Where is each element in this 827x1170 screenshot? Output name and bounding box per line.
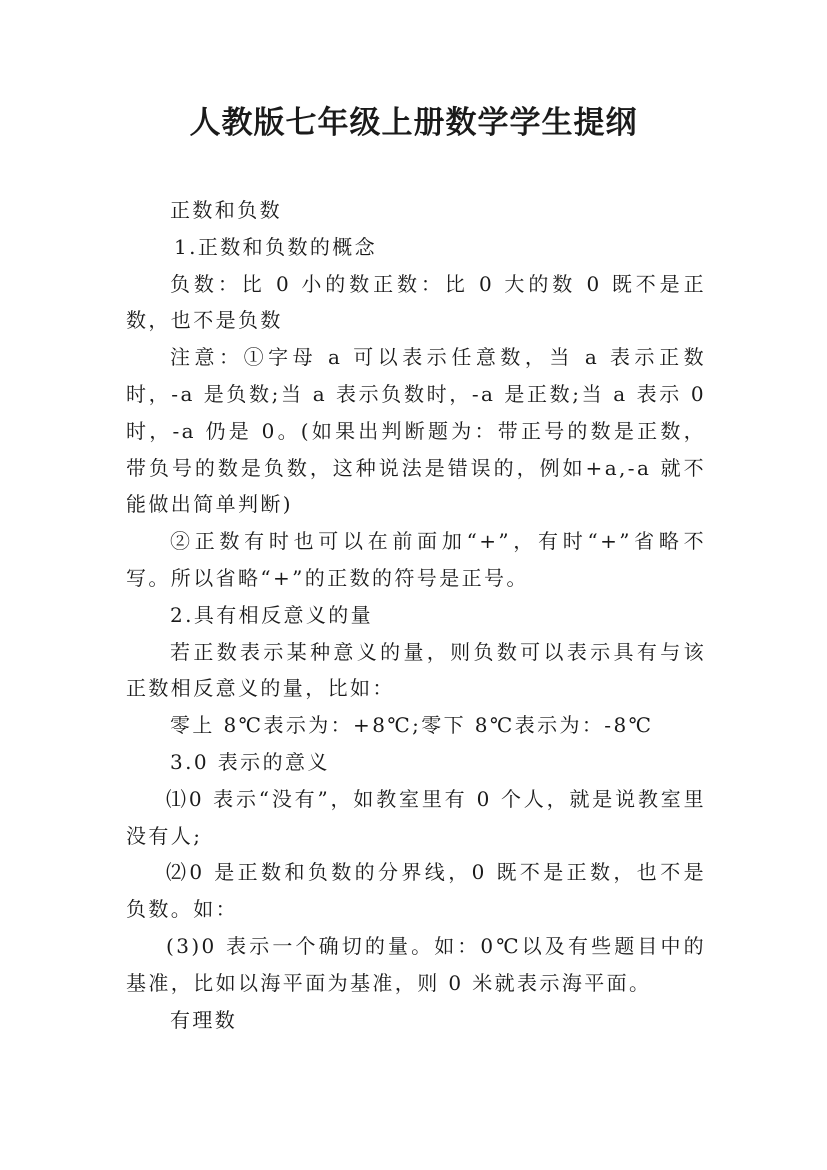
document-body — [126, 192, 706, 1038]
paragraph-definition: 负数：比 0 小的数正数：比 0 大的数 0 既不是正数，也不是负数 — [126, 271, 706, 333]
paragraph-note-1: 注意：①字母 a 可以表示任意数，当 a 表示正数时，-a 是负数;当 a 表示负数时，-a 是正数;当 a 表示 0 时，-a 仍是 0。(如果出判断题为：带正号的数是正数，带负号的数是负数，这种说法是错误的，例如+a,-a 就不能做出简单判断) — [126, 345, 706, 517]
paragraph-temperature-example: 零上 8℃表示为：+8℃;零下 8℃表示为：-8℃ — [170, 713, 654, 738]
section-heading-positive-negative: 正数和负数 — [170, 198, 282, 222]
document-title: 人教版七年级上册数学学生提纲 — [189, 105, 638, 141]
paragraph-note-2: ②正数有时也可以在前面加“+”，有时“+”省略不写。所以省略“+”的正数的符号是正号。 — [126, 529, 706, 590]
paragraph-opposite-meaning: 若正数表示某种意义的量，则负数可以表示具有与该正数相反意义的量，比如： — [126, 639, 706, 701]
paragraph-zero-exact: (3)0 表示一个确切的量。如：0℃以及有些题目中的基准，比如以海平面为基准，则 0 米就表示海平面。 — [126, 933, 706, 995]
paragraph-zero-none: ⑴0 表示“没有”，如教室里有 0 个人，就是说教室里没有人; — [126, 786, 706, 848]
subsection-heading-opposite-quantities: 2.具有相反意义的量 — [170, 602, 374, 627]
subsection-heading-concept: 1.正数和负数的概念 — [174, 234, 378, 259]
section-heading-rational-numbers: 有理数 — [170, 1007, 238, 1032]
paragraph-zero-boundary: ⑵0 是正数和负数的分界线，0 既不是正数，也不是负数。如： — [126, 860, 706, 922]
subsection-heading-zero-meaning: 3.0 表示的意义 — [170, 749, 330, 774]
